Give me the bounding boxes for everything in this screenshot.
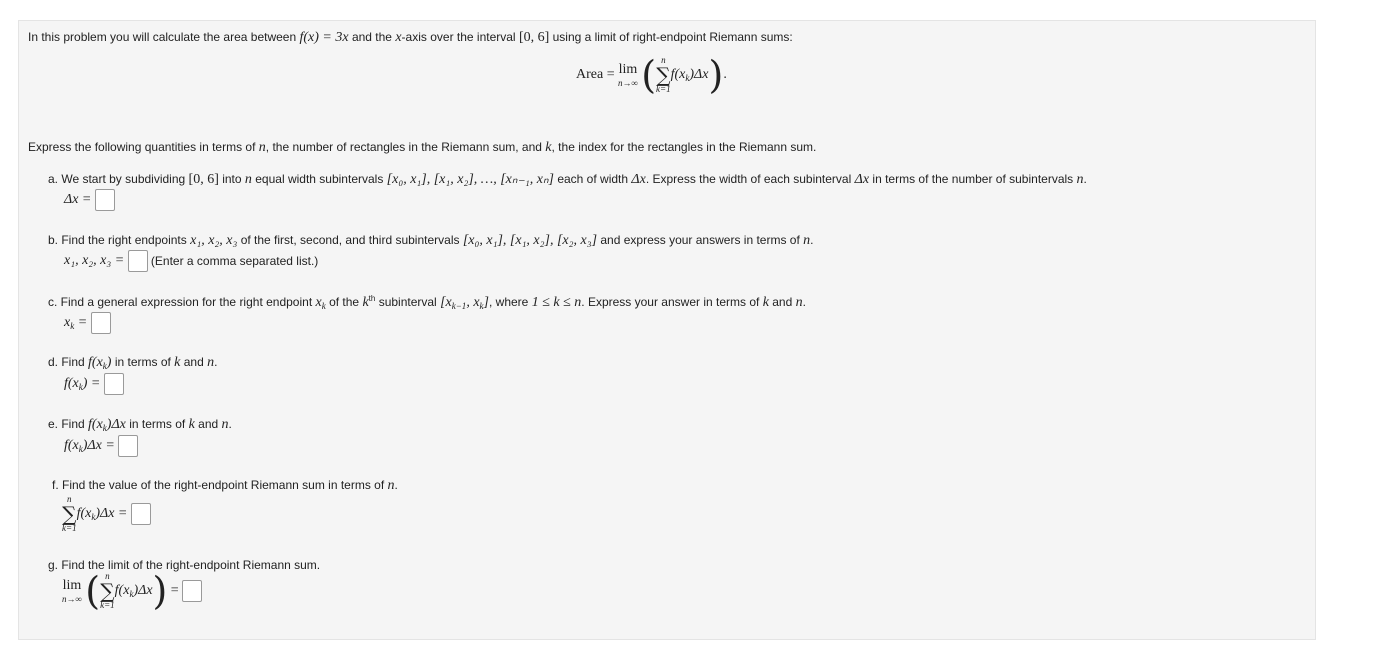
part-a-t7: . [1083,172,1087,186]
sigma-symbol: ∑ [100,579,115,603]
part-c-kth [362,295,375,310]
summand-sub: k [685,73,690,83]
intro-part2: and the [351,30,392,44]
part-d-expr-sub: k [102,361,107,371]
part-g-limit-operator [62,579,82,604]
part-d-t4: . [214,355,218,369]
part-c-t5: . Express your answer in terms of [581,295,760,309]
summand [671,67,709,82]
part-c-int-sub2: k [479,301,484,311]
part-d-expr-head: f(x [88,355,103,370]
part-d-n: n [207,355,215,370]
part-g-t1: g. Find the limit of the right-endpoint Riemann sum. [48,558,321,572]
part-b-answer-input[interactable] [128,250,148,272]
part-c-int-open: [x [440,295,452,310]
part-c-int-close: ] [483,295,489,310]
lim-text: lim [618,61,638,77]
part-c-answer-row [64,312,111,334]
right-paren: ) [708,53,724,97]
part-e-al-head: f(x [64,438,79,453]
part-e-t2: in terms of [129,417,186,431]
part-e-answer-label [64,438,115,453]
part-b-t3: and express your answers in terms of [600,233,800,247]
part-c-int-sub1: k−1 [451,301,467,311]
intro-part4: using a limit of right-endpoint Riemann sums: [552,30,793,44]
part-e-expr-sub: k [102,423,107,433]
part-b-intervals: [x₀, x₁], [x₁, x₂], [x₂, x₃] [462,233,598,248]
summand-tail: )Δx [689,67,709,82]
part-b-n: n [803,233,811,248]
problem-panel [18,20,1316,640]
part-f-question [52,478,398,494]
part-b-answer-row [64,250,318,272]
part-d-question [48,355,217,371]
part-b-t1: b. Find the right endpoints [48,233,187,247]
formula-period: . [723,67,727,82]
left-paren: ( [85,569,101,613]
part-d-expr [88,355,111,370]
part-e-expr [88,417,126,432]
part-c-interval [440,295,489,310]
part-c-t7: . [802,295,806,309]
part-c-al-sub: k [70,321,75,331]
lim-subscript: n→∞ [617,77,638,88]
part-c-t6: and [772,295,793,309]
part-g-summand-sub: k [129,589,134,599]
part-e-al-tail: )Δx = [82,438,115,453]
part-d-k: k [174,355,181,370]
part-g-sum-lower: k=1 [100,600,115,610]
part-f-summand [77,506,128,521]
intro-part1: In this problem you will calculate the area between [28,30,297,44]
part-e-t4: . [228,417,232,431]
part-f-summand-tail: )Δx = [95,506,128,521]
part-a-answer-row [64,189,115,211]
part-d-answer-input[interactable] [104,373,124,395]
part-b-question [48,233,813,249]
part-c-question [48,294,806,311]
sum-operator [656,56,671,94]
intro-text [28,30,793,46]
part-c-xk-sub: k [321,301,326,311]
part-e-n: n [221,417,229,432]
left-paren: ( [641,53,657,97]
sigma-symbol: ∑ [62,502,77,526]
part-b-hint: (Enter a comma separated list.) [150,254,319,268]
express-t3: , the index for the rectangles in the Riemann sum. [551,140,817,154]
part-e-question [48,417,232,433]
part-d-al-sub: k [78,382,83,392]
part-b-t2: of the first, second, and third subintervals [240,233,460,247]
part-c-t4: , where [488,295,529,309]
part-c-xk-base: x [315,295,322,310]
part-g-summand [115,583,153,598]
part-c-answer-label [64,315,87,330]
part-d-t1: d. Find [48,355,85,369]
part-d-expr-tail: ) [106,355,112,370]
part-g-lim-text: lim [62,577,82,593]
part-c-t2: of the [329,295,360,309]
part-b-vars: x₁, x₂, x₃ [190,233,238,248]
area-label: Area = [576,67,615,82]
intro-part3: -axis over the interval [401,30,516,44]
part-a-intervals: [x₀, x₁], [x₁, x₂], …, [xₙ₋₁, xₙ] [386,172,554,187]
part-g-lim-sub: n→∞ [62,593,82,604]
part-f-n: n [387,478,395,493]
part-e-t3: and [198,417,219,431]
part-g-sum-upper: n [105,571,110,581]
part-a-n: n [244,172,252,187]
part-a-dx: Δx [631,172,646,187]
part-c-int-mid: , x [466,295,480,310]
part-a-n2: n [1076,172,1084,187]
part-c-t1: c. Find a general expression for the right endpoint [48,295,313,309]
part-a-t4: each of width [557,172,629,186]
part-b-answer-label: x₁, x₂, x₃ = [64,253,125,268]
part-f-summand-sub: k [91,512,96,522]
part-a-t2: into [222,172,242,186]
part-e-t1: e. Find [48,417,85,431]
part-d-t3: and [183,355,204,369]
part-f-t1: f. Find the value of the right-endpoint Riemann sum in terms of [52,478,385,492]
part-c-t3: subinterval [378,295,437,309]
part-a-question [48,171,1087,188]
part-e-answer-row [64,435,138,457]
sigma-symbol: ∑ [656,63,671,87]
intro-function: f(x) = 3x [299,30,349,45]
part-e-answer-input[interactable] [118,435,138,457]
express-k: k [545,140,552,155]
intro-xvar: x [395,30,402,45]
right-paren: ) [152,569,168,613]
part-f-sum-lower: k=1 [62,523,77,533]
part-f-sum-upper: n [67,494,72,504]
express-n: n [258,140,266,155]
part-a-answer-input[interactable] [95,189,115,211]
part-d-al-head: f(x [64,376,79,391]
part-e-expr-head: f(x [88,417,103,432]
part-c-n: n [795,295,803,310]
part-a-interval: [0, 6] [188,172,219,187]
part-c-al-base: x [64,315,71,330]
part-g-sum-operator [100,572,115,610]
part-e-k: k [188,417,195,432]
part-f-answer-row [62,495,151,533]
part-c-kth-base: k [362,295,369,310]
part-c-al-eq: = [77,315,88,330]
part-c-xk [316,295,326,310]
part-f-sum-operator [62,495,77,533]
sum-lower: k=1 [656,84,671,94]
part-g-answer-row [62,569,202,613]
limit-operator [618,63,638,88]
part-e-expr-tail: )Δx [106,417,126,432]
part-d-t2: in terms of [114,355,171,369]
part-f-summand-head: f(x [76,506,92,521]
part-a-dx2: Δx [854,172,870,187]
part-c-kth-sup: th [368,294,376,303]
express-text [28,140,816,156]
part-e-al-sub: k [78,444,83,454]
part-g-summand-head: f(x [114,583,130,598]
part-f-answer-input[interactable] [131,503,151,525]
summand-head: f(x [670,67,686,82]
intro-interval: [0, 6] [518,30,550,45]
part-a-t3: equal width subintervals [255,172,384,186]
part-a-answer-label: Δx = [64,192,92,207]
part-a-t6: in terms of the number of subintervals [872,172,1074,186]
part-d-answer-row [64,373,124,395]
express-t1: Express the following quantities in terms of [28,140,256,154]
sum-upper: n [661,55,666,65]
part-a-t1: a. We start by subdividing [48,172,186,186]
part-b-t4: . [810,233,814,247]
part-f-t2: . [394,478,398,492]
express-t2: , the number of rectangles in the Riemann sum, and [265,140,542,154]
part-d-answer-label [64,376,100,391]
part-c-cond: 1 ≤ k ≤ n [531,295,582,310]
part-g-equals: = [170,583,179,598]
part-c-answer-input[interactable] [91,312,111,334]
part-g-summand-tail: )Δx [133,583,153,598]
part-c-k: k [762,295,769,310]
part-g-answer-input[interactable] [182,580,202,602]
part-a-t5: . Express the width of each subinterval [645,172,852,186]
part-d-al-tail: ) = [82,376,101,391]
area-formula [576,53,727,97]
